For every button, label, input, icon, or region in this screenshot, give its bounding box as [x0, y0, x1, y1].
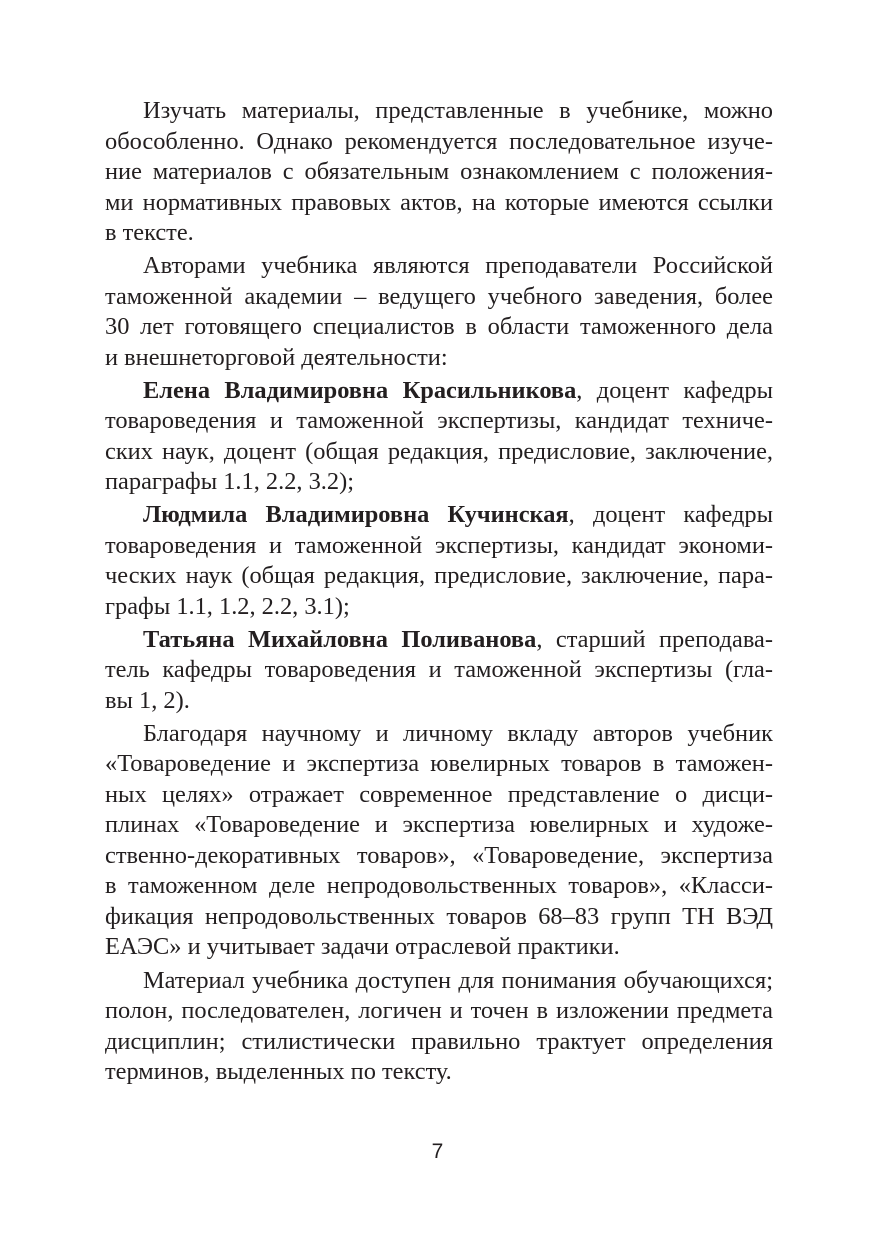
text-line: таможенной академии – ведущего учебного заведения, более — [105, 282, 773, 310]
text-line: плинах «Товароведение и экспертиза ювелирных и художе- — [105, 811, 773, 839]
text-line: тель кафедры товароведения и таможенной экспертизы (гла- — [105, 656, 773, 684]
text-line: обособленно. Однако рекомендуется последовательное изуче- — [105, 127, 773, 155]
paragraph-authors-intro — [105, 251, 773, 373]
text-line: ских наук, доцент (общая редакция, предисловие, заключение, — [105, 437, 773, 465]
text-line — [105, 625, 773, 656]
paragraph-author-krasilnikova — [105, 376, 773, 498]
author-name: Татьяна Михайловна Поливанова — [143, 625, 537, 653]
text-line: товароведения и таможенной экспертизы, кандидат экономи- — [105, 531, 773, 559]
text-line: и внешнеторговой деятельности: — [105, 343, 448, 371]
text-line: ЕАЭС» и учитывает задачи отраслевой практики. — [105, 933, 620, 961]
text-line: фикация непродовольственных товаров 68–83 групп ТН ВЭД — [105, 902, 773, 930]
paragraph-study-materials — [105, 96, 773, 249]
author-name: Людмила Владимировна Кучинская — [143, 501, 569, 529]
paragraph-author-polivanova — [105, 625, 773, 717]
text-line: в таможенном деле непродовольственных товаров», «Класси- — [105, 872, 773, 900]
paragraph-material-quality — [105, 966, 773, 1088]
text-line: Материал учебника доступен для понимания обучающихся; — [143, 966, 773, 994]
author-role: , доцент кафедры — [568, 501, 773, 529]
text-line: терминов, выделенных по тексту. — [105, 1058, 452, 1086]
author-name: Елена Владимировна Красильникова — [143, 376, 577, 404]
page-number: 7 — [431, 1140, 444, 1163]
text-line: параграфы 1.1, 2.2, 3.2); — [105, 468, 354, 496]
text-line: «Товароведение и экспертиза ювелирных товаров в таможен- — [105, 750, 773, 778]
text-line — [105, 500, 773, 531]
paragraph-contribution — [105, 719, 773, 963]
text-line: ческих наук (общая редакция, предисловие, заключение, пара- — [105, 562, 773, 590]
author-role: , старший преподава- — [536, 625, 774, 653]
text-line: Авторами учебника являются преподаватели Российской — [143, 252, 773, 280]
page-body-text — [105, 96, 773, 1088]
text-line: графы 1.1, 1.2, 2.2, 3.1); — [105, 592, 350, 620]
text-line: Изучать материалы, представленные в учебнике, можно — [143, 97, 773, 124]
text-line: дисциплин; стилистически правильно трактует определения — [105, 1027, 773, 1055]
text-line: товароведения и таможенной экспертизы, кандидат техниче- — [105, 407, 773, 435]
text-line: ми нормативных правовых актов, на которые имеются ссылки — [105, 188, 773, 216]
text-line: ние материалов с обязательным ознакомлением с положения- — [105, 158, 773, 185]
text-line: 30 лет готовящего специалистов в области таможенного дела — [105, 313, 773, 341]
author-role: , доцент кафедры — [576, 376, 773, 404]
text-line: Благодаря научному и личному вкладу авторов учебник — [143, 719, 773, 747]
text-line: полон, последователен, логичен и точен в изложении предмета — [105, 997, 773, 1025]
paragraph-author-kuchinskaya — [105, 500, 773, 622]
text-line: ственно-декоративных товаров», «Товароведение, экспертиза — [105, 841, 773, 869]
text-line: вы 1, 2). — [105, 686, 190, 714]
text-line: в тексте. — [105, 219, 194, 246]
text-line: ных целях» отражает современное представление о дисци- — [105, 780, 773, 808]
text-line — [105, 376, 773, 407]
